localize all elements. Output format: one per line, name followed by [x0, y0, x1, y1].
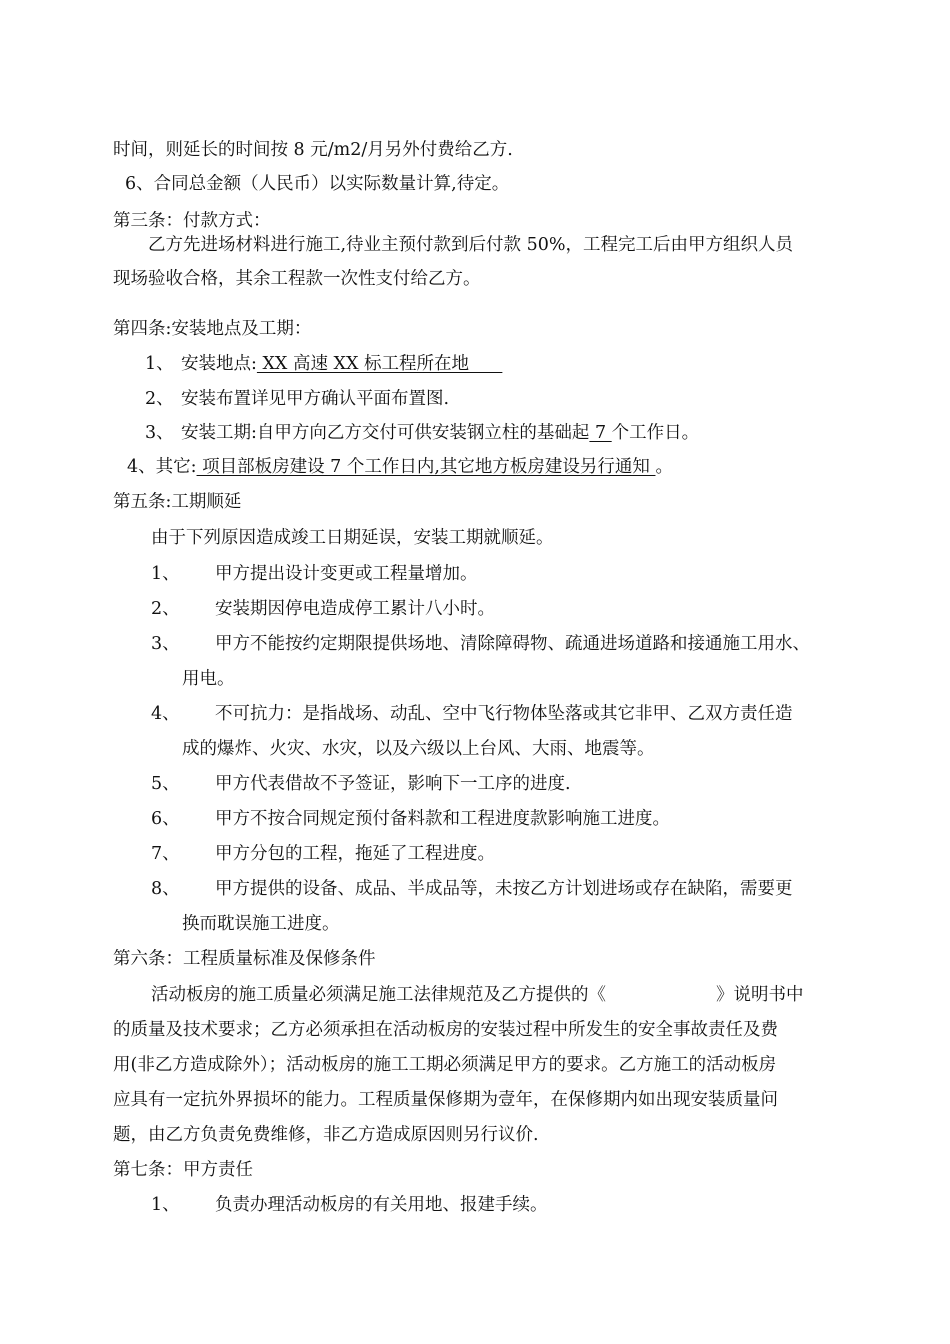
list-number: 7、 [151, 844, 180, 864]
list-item [127, 455, 673, 479]
paragraph-line: 应具有一定抗外界损坏的能力。工程质量保修期为壹年，在保修期内如出现安装质量问 [113, 1090, 778, 1110]
list-text: 甲方不按合同规定预付备料款和工程进度款影响施工进度。 [215, 809, 670, 829]
paragraph-line: 乙方先进场材料进行施工,待业主预付款到后付款 50%，工程完工后由甲方组织人员 [148, 235, 794, 255]
list-number: 1、 [151, 564, 180, 584]
list-text: 安装期因停电造成停工累计八小时。 [215, 599, 495, 619]
list-text: 。 [655, 457, 673, 477]
list-item [151, 842, 495, 866]
paragraph-line: 的质量及技术要求；乙方必须承担在活动板房的安装过程中所发生的安全事故责任及费 [113, 1020, 778, 1040]
list-item [145, 352, 502, 376]
list-text: 安装布置详见甲方确认平面布置图. [181, 389, 450, 409]
fill-in-other: 项目部板房建设 7 个工作日内,其它地方板房建设另行通知 [196, 457, 656, 477]
list-item [151, 877, 793, 901]
list-item [151, 597, 495, 621]
paragraph-line: 6、合同总金额（人民币）以实际数量计算,待定。 [125, 174, 510, 194]
list-text: 甲方分包的工程，拖延了工程进度。 [215, 844, 495, 864]
list-number: 3、 [145, 423, 174, 443]
list-item-continuation: 成的爆炸、火灾、水灾，以及六级以上台风、大雨、地震等。 [182, 739, 655, 759]
list-text: 不可抗力：是指战场、动乱、空中飞行物体坠落或其它非甲、乙双方责任造 [215, 704, 793, 724]
article-4-heading: 第四条:安装地点及工期： [113, 319, 312, 339]
list-number: 3、 [151, 634, 180, 654]
list-number: 6、 [151, 809, 180, 829]
list-number: 1、 [151, 1195, 180, 1215]
list-text: 甲方提供的设备、成品、半成品等，未按乙方计划进场或存在缺陷，需要更 [215, 879, 793, 899]
list-number: 4、 [151, 704, 180, 724]
paragraph-line: 题，由乙方负责免费维修，非乙方造成原因则另行议价. [113, 1125, 539, 1145]
list-number: 2、 [151, 599, 180, 619]
list-item [151, 562, 478, 586]
list-item [145, 387, 449, 411]
paragraph-line: 由于下列原因造成竣工日期延误，安装工期就顺延。 [151, 528, 554, 548]
article-5-heading: 第五条:工期顺延 [113, 492, 242, 512]
list-number: 2、 [145, 389, 174, 409]
article-6-heading: 第六条：工程质量标准及保修条件 [113, 949, 376, 969]
list-number: 1、 [145, 354, 174, 374]
article-7-heading: 第七条：甲方责任 [113, 1160, 253, 1180]
paragraph-line: 时间，则延长的时间按 8 元/m2/月另外付费给乙方. [113, 140, 513, 160]
list-item [151, 1193, 548, 1217]
paragraph-line: 现场验收合格，其余工程款一次性支付给乙方。 [113, 269, 481, 289]
list-text: 甲方代表借故不予签证，影响下一工序的进度. [215, 774, 571, 794]
list-item-continuation: 换而耽误施工进度。 [182, 914, 340, 934]
paragraph-line: 用(非乙方造成除外）；活动板房的施工工期必须满足甲方的要求。乙方施工的活动板房 [113, 1055, 777, 1075]
list-item [151, 702, 793, 726]
list-text: 个工作日。 [611, 423, 700, 443]
list-item [145, 421, 699, 445]
paragraph-line [151, 983, 804, 1007]
list-item [151, 632, 810, 656]
list-number: 5、 [151, 774, 180, 794]
list-text: 甲方提出设计变更或工程量增加。 [215, 564, 478, 584]
list-text: 安装地点: [181, 354, 257, 374]
fill-in-location: XX 高速 XX 标工程所在地 [256, 354, 503, 374]
list-text: 4、其它: [127, 457, 197, 477]
list-number: 8、 [151, 879, 180, 899]
list-text: 负责办理活动板房的有关用地、报建手续。 [215, 1195, 548, 1215]
fill-in-days: 7 [589, 423, 612, 443]
list-item [151, 772, 571, 796]
list-item-continuation: 用电。 [182, 669, 235, 689]
list-text: 安装工期:自甲方向乙方交付可供安装钢立柱的基础起 [181, 423, 590, 443]
list-text: 甲方不能按约定期限提供场地、清除障碍物、疏通进场道路和接通施工用水、 [215, 634, 810, 654]
list-item [151, 807, 670, 831]
paragraph-text: 活动板房的施工质量必须满足施工法律规范及乙方提供的《 [151, 985, 606, 1005]
paragraph-text: 》说明书中 [716, 985, 804, 1005]
article-3-heading: 第三条：付款方式： [113, 211, 271, 231]
